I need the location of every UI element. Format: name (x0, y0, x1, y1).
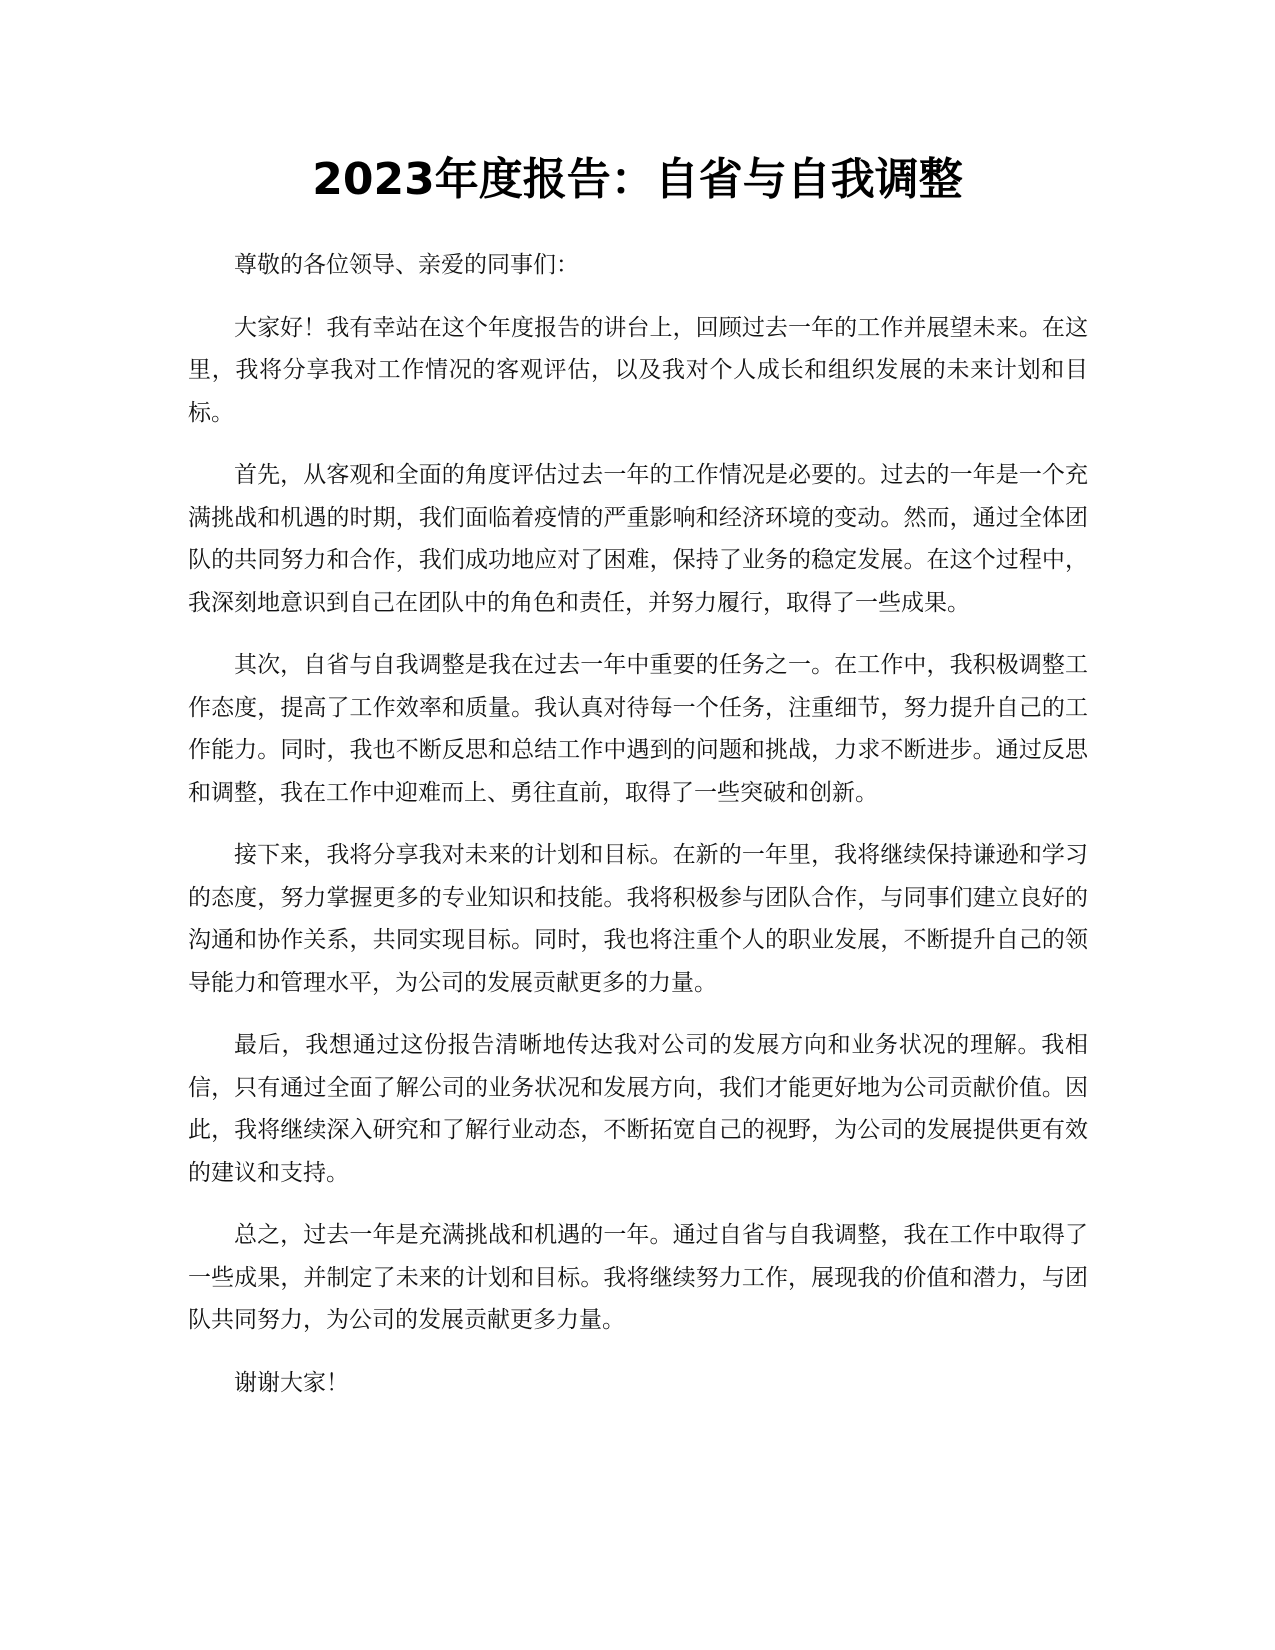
closing-paragraph: 谢谢大家！ (234, 1369, 349, 1396)
body-paragraph: 总之，过去一年是充满挑战和机遇的一年。通过自省与自我调整，我在工作中取得了一些成果，并制定了未来的计划和目标。我将继续努力工作，展现我的价值和潜力，与团队共同努力，为公司的发展贡献更多力量。 (188, 1222, 1088, 1333)
body-paragraph: 其次，自省与自我调整是我在过去一年中重要的任务之一。在工作中，我积极调整工作态度，提高了工作效率和质量。我认真对待每一个任务，注重细节，努力提升自己的工作能力。同时，我也不断反思和总结工作中遇到的问题和挑战，力求不断进步。通过反思和调整，我在工作中迎难而上、勇往直前，取得了一些突破和创新。 (188, 652, 1088, 806)
body-paragraph: 接下来，我将分享我对未来的计划和目标。在新的一年里，我将继续保持谦逊和学习的态度，努力掌握更多的专业知识和技能。我将积极参与团队合作，与同事们建立良好的沟通和协作关系，共同实现目标。同时，我也将注重个人的职业发展，不断提升自己的领导能力和管理水平，为公司的发展贡献更多的力量。 (188, 842, 1088, 996)
document-title: 2023年度报告：自省与自我调整 (312, 154, 963, 205)
document-body (188, 244, 1088, 1424)
body-paragraph: 首先，从客观和全面的角度评估过去一年的工作情况是必要的。过去的一年是一个充满挑战和机遇的时期，我们面临着疫情的严重影响和经济环境的变动。然而，通过全体团队的共同努力和合作，我们成功地应对了困难，保持了业务的稳定发展。在这个过程中，我深刻地意识到自己在团队中的角色和责任，并努力履行，取得了一些成果。 (188, 462, 1088, 616)
body-paragraph: 最后，我想通过这份报告清晰地传达我对公司的发展方向和业务状况的理解。我相信，只有通过全面了解公司的业务状况和发展方向，我们才能更好地为公司贡献价值。因此，我将继续深入研究和了解行业动态，不断拓宽自己的视野，为公司的发展提供更有效的建议和支持。 (188, 1032, 1088, 1186)
salutation-paragraph: 尊敬的各位领导、亲爱的同事们： (234, 252, 579, 278)
body-paragraph: 大家好！我有幸站在这个年度报告的讲台上，回顾过去一年的工作并展望未来。在这里，我将分享我对工作情况的客观评估，以及我对个人成长和组织发展的未来计划和目标。 (188, 314, 1088, 426)
